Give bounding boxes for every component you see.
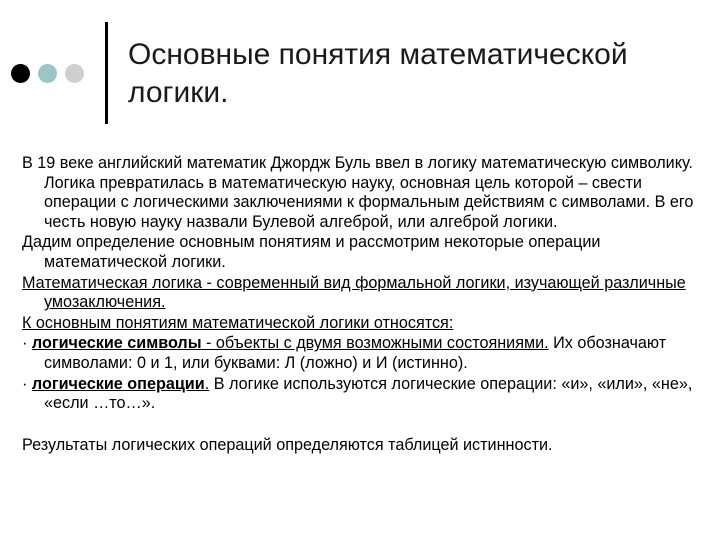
logical-symbols-desc: - объекты с двумя возможными состояниями. — [201, 334, 549, 353]
paragraph-boole: В 19 веке английский математик Джордж Буль ввел в логику математическую символику. Логика превратилась в математическую науку, основная цель которой – свести операции с логическими заключениями к формальным действиям с символами. В его честь новую науку назвали Булевой алгеброй, или алгеброй логики. — [22, 154, 694, 231]
slide-title: Основные понятия математической логики. — [128, 38, 628, 109]
bullet-dot: · — [22, 374, 28, 393]
logical-symbols-rest: Их обозначают символами: 0 и 1, или буквами: Л (ложно) и И (истинно). — [44, 334, 667, 372]
logical-symbols-definition — [32, 334, 549, 352]
logical-operations-rest: В логике используются логические операции: «и», «или», «не», «если …то…». — [44, 374, 693, 413]
paragraph-truth-table: Результаты логических операций определяются таблицей истинности. — [22, 435, 553, 454]
logical-operations-dot: . — [204, 374, 210, 393]
paragraph-basic-concepts: К основным понятиям математической логики относятся: — [22, 313, 454, 332]
slide-body — [22, 154, 712, 455]
teal-dot-icon — [38, 64, 57, 83]
paragraph-definitions-intro: Дадим определение основным понятиям и рассмотрим некоторые операции математической логики. — [22, 233, 601, 271]
bullet-logical-symbols — [22, 334, 712, 373]
paragraph-math-logic-definition: Математическая логика - современный вид формальной логики, изучающей различные умозаключения. — [22, 273, 686, 312]
logical-operations-term: логические операции — [31, 374, 205, 393]
bullet-dot: · — [22, 334, 28, 353]
logical-operations-definition — [32, 375, 209, 393]
decorative-dots — [11, 64, 84, 83]
bullet-logical-operations — [22, 375, 712, 414]
black-dot-icon — [11, 64, 30, 83]
logical-symbols-term: логические символы — [31, 334, 202, 353]
title-divider — [105, 22, 108, 124]
gray-dot-icon — [65, 64, 84, 83]
